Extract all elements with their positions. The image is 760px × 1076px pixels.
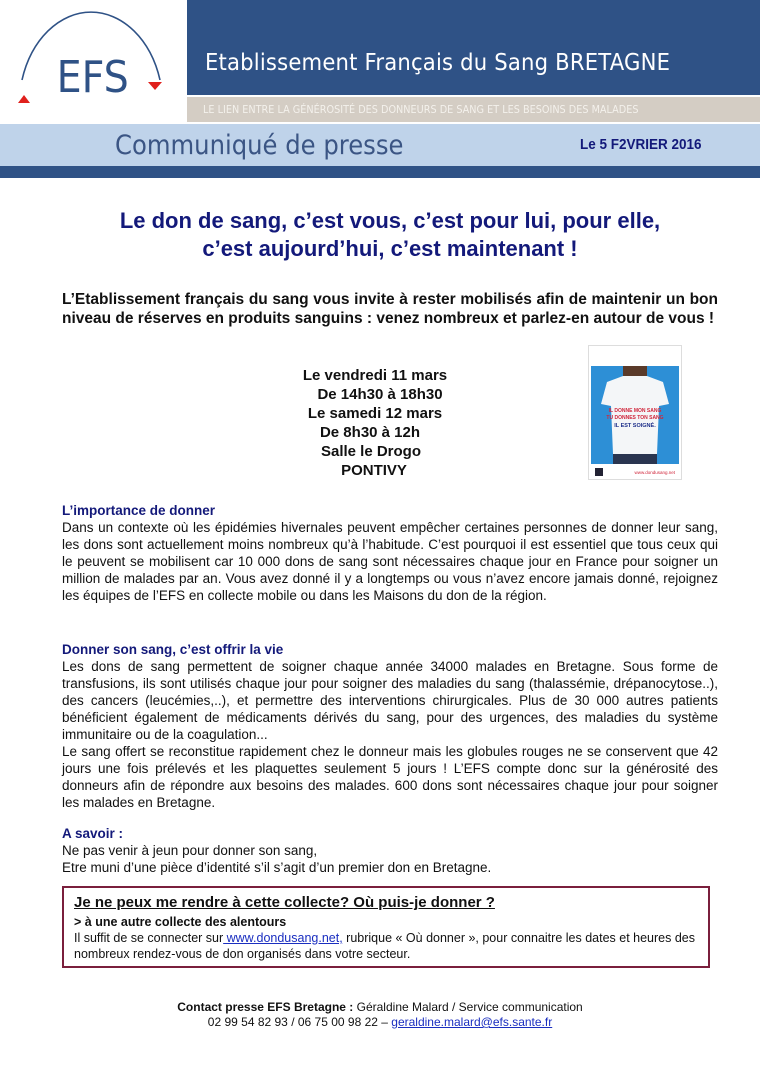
- contact-name: Géraldine Malard / Service communication: [353, 1000, 583, 1014]
- section-offrir-la-vie: [62, 641, 718, 811]
- tagline: LE LIEN ENTRE LA GÉNÉROSITÉ DES DONNEURS DE SANG ET LES BESOINS DES MALADES: [203, 103, 639, 116]
- poster-url: www.dondusang.net: [634, 470, 675, 475]
- section-paragraph: Etre muni d’une pièce d’identité s’il s’agit d’un premier don en Bretagne.: [62, 860, 492, 875]
- dondusang-link[interactable]: www.dondusang.net,: [223, 931, 343, 945]
- section-a-savoir: [62, 825, 718, 876]
- box-heading: Je ne peux me rendre à cette collecte? Où puis-je donner ?: [74, 894, 495, 911]
- headline-line: Le don de sang, c’est vous, c’est pour lui, pour elle,: [119, 208, 661, 233]
- poster-text: IL EST SOIGNÉ.: [614, 423, 656, 429]
- event-line: PONTIVY: [341, 462, 407, 479]
- event-line: Le vendredi 11 mars: [302, 367, 448, 384]
- box-text: [74, 930, 698, 962]
- box-subheading: > à une autre collecte des alentours: [74, 915, 287, 929]
- section-paragraph: Le sang offert se reconstitue rapidement chez le donneur mais les globules rouges ne se conservent que 42 jours une fois prélevés et les plaquettes seulement 5 jours ! L’EFS compte donc sur la générosité des donneurs afin de répondre aux besoins des malades. 600 dons sont nécessaires chaque jour pour soigner les malades en Bretagne.: [62, 744, 718, 810]
- contact-label: Contact presse EFS Bretagne :: [177, 1000, 354, 1014]
- org-name: Etablissement Français du Sang BRETAGNE: [205, 50, 671, 76]
- tagline-band: [187, 97, 760, 122]
- section-paragraph: Ne pas venir à jeun pour donner son sang,: [62, 843, 318, 858]
- doc-type-band: [0, 124, 760, 166]
- event-line: Le samedi 12 mars: [307, 405, 443, 422]
- header-band: [187, 0, 760, 95]
- event-line: De 14h30 à 18h30: [317, 386, 443, 403]
- campaign-poster: [588, 345, 682, 480]
- svg-text:EFS: EFS: [56, 51, 129, 103]
- section-heading: A savoir :: [62, 826, 124, 841]
- section-heading: L’importance de donner: [62, 503, 216, 518]
- intro: L’Etablissement français du sang vous invite à rester mobilisés afin de maintenir un bon niveau de réserves en produits sanguins : venez nombreux et parlez-en autour de vous !: [62, 291, 718, 327]
- section-importance: [62, 502, 718, 604]
- event-line: Salle le Drogo: [320, 443, 422, 460]
- box-text-before: Il suffit de se connecter sur: [74, 931, 224, 945]
- press-contact: [0, 1000, 760, 1030]
- release-date: Le 5 F2VRIER 2016: [580, 136, 702, 153]
- efs-logo: [0, 0, 187, 122]
- event-line: De 8h30 à 12h: [319, 424, 421, 441]
- divider: [0, 166, 760, 178]
- event-details: [250, 366, 500, 480]
- poster-text: TU DONNES TON SANG: [606, 415, 664, 421]
- headline-line: c’est aujourd’hui, c’est maintenant !: [202, 236, 578, 261]
- doc-type: Communiqué de presse: [115, 130, 404, 161]
- alternative-donation-box: [62, 886, 710, 968]
- section-heading: Donner son sang, c’est offrir la vie: [62, 642, 284, 657]
- section-paragraph: Les dons de sang permettent de soigner chaque année 34000 malades en Bretagne. Sous forme de transfusions, ils sont utilisés chaque jour pour soigner des maladies du sang (thalassémie, drépanocytose..), des cancers (leucémies,..), et permettre des interventions chirurgicales. Plus de 30 000 autres patients bénéficient également de médicaments dérivés du sang, pour des urgences, des maladies du système immunitaire ou de la coagulation...: [62, 659, 718, 742]
- poster-text: IL DONNE MON SANG: [608, 408, 662, 414]
- contact-phones: 02 99 54 82 93 / 06 75 00 98 22 –: [207, 1015, 392, 1029]
- contact-email-link[interactable]: geraldine.malard@efs.sante.fr: [391, 1015, 553, 1029]
- box-text-after: rubrique « Où donner », pour connaitre les dates et heures des nombreux rendez-vous de don organisés dans votre secteur.: [74, 931, 695, 961]
- headline: [40, 207, 740, 263]
- section-paragraph: Dans un contexte où les épidémies hivernales peuvent empêcher certaines personnes de donner leur sang, les dons sont actuellement moins nombreux qu’à l’habitude. C’est pourquoi il est essentiel que tous ceux qui le peuvent se mobilisent car 10 000 dons de sang sont nécessaires chaque jour en France pour soigner un million de malades par an. Vous avez donné il y a longtemps ou vous n’avez encore jamais donné, rejoignez les équipes de l’EFS en collecte mobile ou dans les Maisons du don de la région.: [62, 520, 718, 603]
